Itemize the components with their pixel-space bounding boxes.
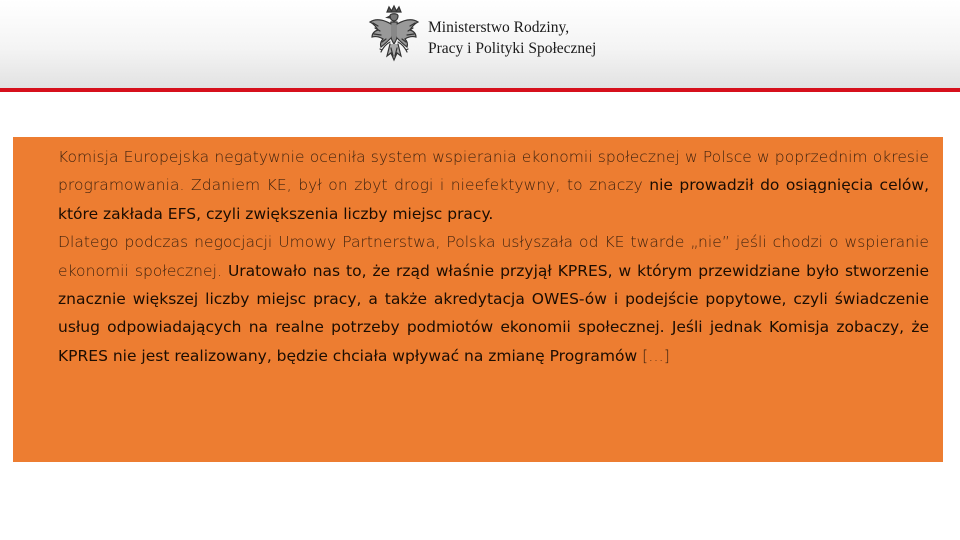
polish-eagle-emblem-icon [366,4,422,68]
paragraph-2-intro: Dlatego podczas negocjacji Umowy Partnerstwa, Polska usłyszała od KE twarde „nie” jeśli chodzi o wspieranie ekonomii społecznej. [58,233,929,280]
paragraph-2-ellipsis: […] [637,346,670,365]
paragraph-1-intro: Komisja Europejska negatywnie oceniła system wspierania ekonomii społecznej w Polsce w poprzednim okresie programowania. Zdaniem KE, był on zbyt drogi i nieefektywny, to znaczy [58,148,929,195]
ministry-name-line1: Ministerstwo Rodziny, [428,19,570,36]
paragraph-2 [58,228,929,370]
header-accent-line [0,88,960,92]
quote-text [58,143,929,370]
header-bar [0,0,960,88]
paragraph-1 [58,143,929,228]
paragraph-2-emphasis: Uratowało nas to, że rząd właśnie przyjął KPRES, w którym przewidziane było stworzenie znacznie większej liczby miejsc pracy, a także akredytacja OWES-ów i podejście popytowe, czyli świadczenie usług odpowiadających na realne potrzeby podmiotów ekonomii społecznej. Jeśli jednak Komisja zobaczy, że KPRES nie jest realizowany, będzie chciała wpływać na zmianę Programów [58,261,929,365]
ministry-name-line2: Pracy i Polityki Społecznej [428,40,597,57]
paragraph-1-emphasis: nie prowadził do osiągnięcia celów, które zakłada EFS, czyli zwiększenia liczby miejsc pracy. [58,176,929,223]
ministry-name [428,17,596,59]
